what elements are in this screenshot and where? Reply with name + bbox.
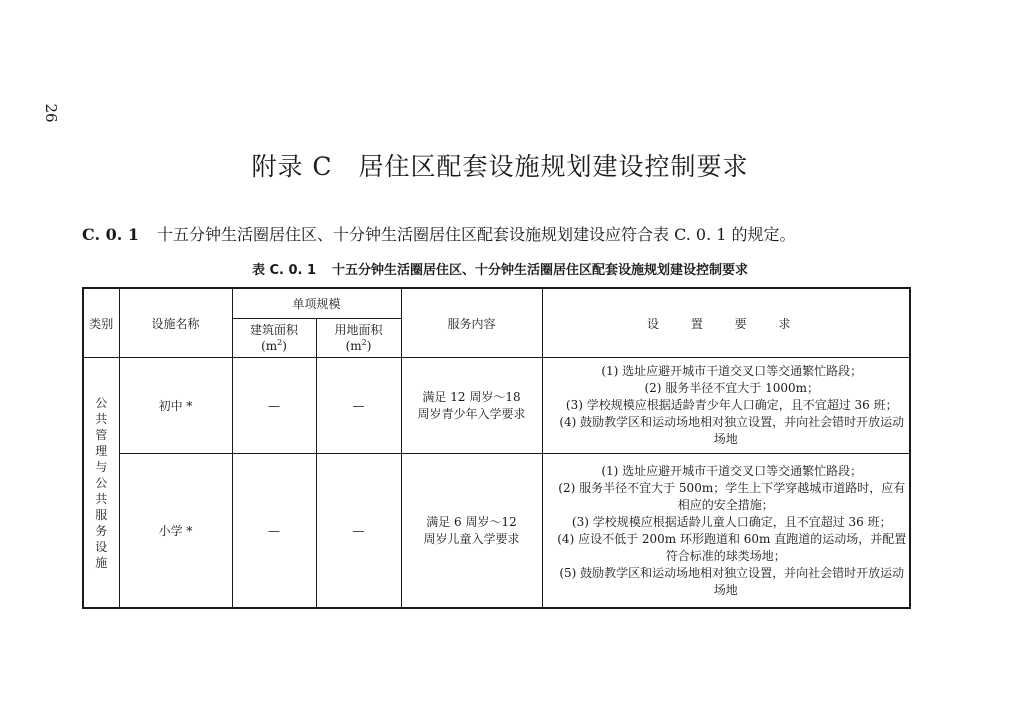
clause-text: 十五分钟生活圈居住区、十分钟生活圈居住区配套设施规划建设应符合表 C. 0. 1 的规定。 [157, 225, 796, 244]
table-row [83, 358, 910, 454]
header-row [83, 288, 910, 319]
building-area-label: 建筑面积 [249, 323, 298, 337]
requirement-item: (5) 鼓励教学区和运动场地相对独立设置，并向社会错时开放运动场地 [559, 565, 905, 597]
page-number: 26 [42, 103, 60, 123]
table-caption-text: 十五分钟生活圈居住区、十分钟生活圈居住区配套设施规划建设控制要求 [332, 263, 749, 278]
service-content [401, 454, 542, 609]
land-area-value: — [316, 454, 401, 609]
appendix-label: 附录 C [251, 152, 333, 181]
category-char: 施 [95, 555, 108, 570]
header-category: 类别 [83, 288, 119, 358]
appendix-title [0, 150, 1000, 184]
building-area-value: — [232, 454, 316, 609]
land-area-unit: m [350, 339, 362, 353]
requirement-item: (4) 鼓励教学区和运动场地相对独立设置，并向社会错时开放运动场地 [559, 415, 905, 446]
header-building-area: 建筑面积 $(m^2)$ [232, 319, 316, 358]
requirement-item: (1) 选址应避开城市干道交叉口等交通繁忙路段； [601, 463, 863, 478]
category-char: 与 [95, 459, 108, 474]
requirements-table [82, 287, 911, 609]
table-caption-number: 表 C. 0. 1 [251, 263, 317, 278]
category-char: 管 [95, 427, 108, 442]
land-area-unit-sup: 2 [361, 338, 367, 347]
requirement-item: (2) 服务半径不宜大于 500m；学生上下学穿越城市道路时，应有相应的安全措施； [558, 480, 906, 512]
category-char: 设 [95, 539, 108, 554]
building-area-unit-sup: 2 [277, 338, 283, 347]
requirement-item: (3) 学校规模应根据适龄儿童人口确定，且不宜超过 36 班； [571, 514, 892, 529]
requirement-item: (2) 服务半径不宜大于 1000m； [644, 381, 820, 395]
header-service: 服务内容 [401, 288, 542, 358]
requirements-cell [542, 358, 910, 454]
category-char: 公 [95, 395, 108, 410]
header-scale: 单项规模 [232, 288, 401, 319]
building-area-value: — [232, 358, 316, 454]
table-row [83, 454, 910, 609]
category-char: 理 [95, 443, 108, 458]
facility-name: 小学 * [119, 454, 232, 609]
category-char: 共 [95, 411, 108, 426]
clause-paragraph [82, 222, 982, 248]
land-area-label: 用地面积 [334, 323, 383, 337]
facility-name: 初中 * [119, 358, 232, 454]
category-char: 共 [95, 491, 108, 506]
category-char: 公 [95, 475, 108, 490]
table-caption [0, 262, 1000, 280]
requirement-item: (1) 选址应避开城市干道交叉口等交通繁忙路段； [601, 364, 863, 378]
category-char: 服 [95, 507, 108, 522]
service-line: 周岁青少年入学要求 [417, 406, 526, 421]
appendix-heading: 居住区配套设施规划建设控制要求 [358, 152, 749, 181]
requirement-item: (3) 学校规模应根据适龄青少年人口确定，且不宜超过 36 班； [565, 398, 898, 412]
requirements-cell [542, 454, 910, 609]
service-line: 满足 12 周岁～18 [422, 389, 521, 404]
service-line: 满足 6 周岁～12 [426, 514, 517, 529]
category-cell [83, 358, 119, 609]
header-requirements: 设 置 要 求 [542, 288, 910, 358]
service-content [401, 358, 542, 454]
land-area-value: — [316, 358, 401, 454]
requirement-item: (4) 应设不低于 200m 环形跑道和 60m 直跑道的运动场，并配置符合标准的球类场地； [557, 531, 907, 563]
header-land-area: 用地面积 $(m^2)$ [316, 319, 401, 358]
service-line: 周岁儿童入学要求 [423, 531, 520, 546]
category-char: 务 [95, 523, 108, 538]
clause-number: C. 0. 1 [82, 225, 139, 244]
building-area-unit: m [265, 339, 278, 353]
header-facility: 设施名称 [119, 288, 232, 358]
